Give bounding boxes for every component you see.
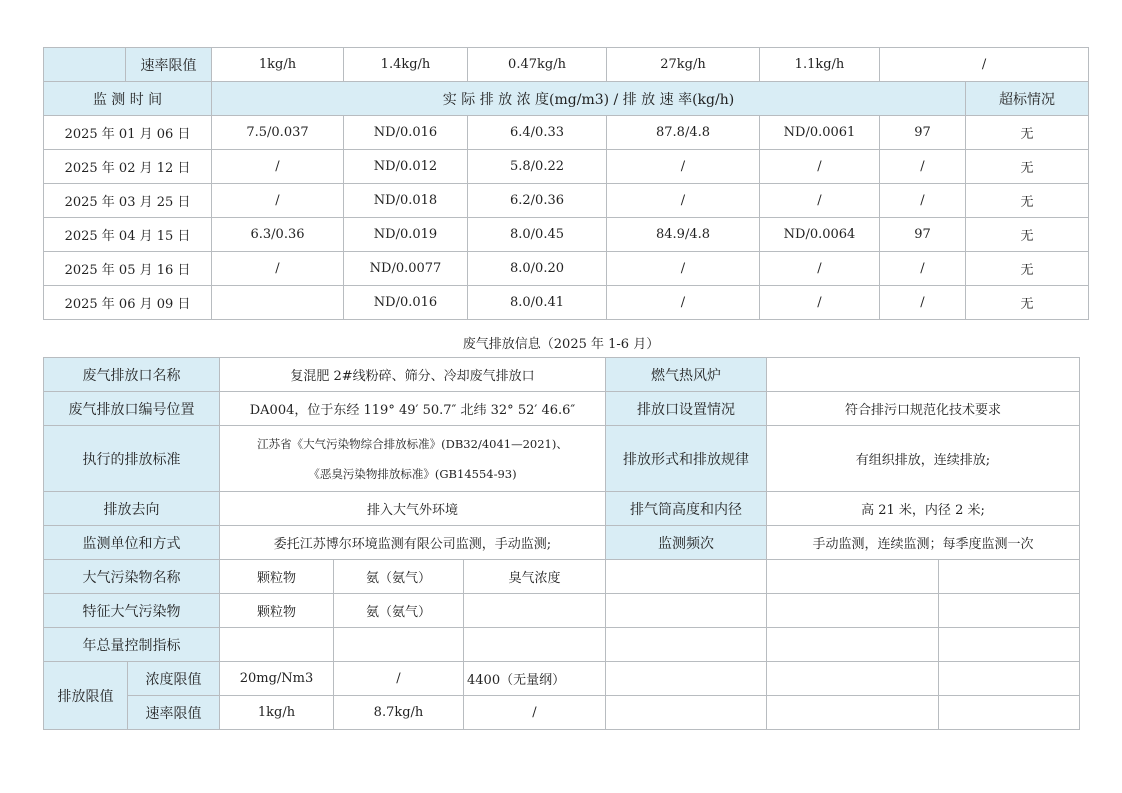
destination-value: 排入大气外环境 [220,492,606,526]
feature-row [44,594,1080,628]
conc-limit-cell: 4400（无量纲） [464,662,606,696]
blank-header-cell [44,48,126,82]
value-cell: 97 [880,116,966,150]
value-cell: ND/0.0077 [344,252,468,286]
outlet-name-extra: 燃气热风炉 [606,358,767,392]
outlet-name-row [44,358,1080,392]
conc-limit-cell: 20mg/Nm3 [220,662,334,696]
value-cell: / [212,184,344,218]
value-cell: / [212,252,344,286]
value-cell: / [880,150,966,184]
total-control-label: 年总量控制指标 [44,628,220,662]
value-cell [212,286,344,320]
table-row [44,252,1089,286]
monitor-unit-row [44,526,1080,560]
empty-cell [939,696,1080,730]
empty-cell [767,560,939,594]
value-cell: ND/0.012 [344,150,468,184]
value-cell: 87.8/4.8 [607,116,760,150]
rate-limit-cell: 1.4kg/h [344,48,468,82]
value-cell: ND/0.019 [344,218,468,252]
standard-line-1: 江苏省《大气污染物综合排放标准》(DB32/4041—2021)、 [257,436,568,451]
empty-cell [220,628,334,662]
empty-cell [606,628,767,662]
outlet-code-value: DA004，位于东经 119° 49′ 50.7″ 北纬 32° 52′ 46.6″ [220,392,606,426]
exceed-cell: 无 [966,286,1089,320]
outlet-name-label: 废气排放口名称 [44,358,220,392]
standard-line-2: 《恶臭污染物排放标准》(GB14554-93) [308,466,517,481]
emission-form-label: 排放形式和排放规律 [606,426,767,492]
standard-label: 执行的排放标准 [44,426,220,492]
value-cell: / [607,286,760,320]
value-cell: / [760,150,880,184]
empty-cell [767,662,939,696]
date-cell: 2025 年 01 月 06 日 [44,116,212,150]
actual-emission-header: 实 际 排 放 浓 度(mg/m3) / 排 放 速 率(kg/h) [212,82,966,116]
empty-cell [767,696,939,730]
date-cell: 2025 年 05 月 16 日 [44,252,212,286]
value-cell: / [760,286,880,320]
outlet-code-label: 废气排放口编号位置 [44,392,220,426]
empty-cell [606,696,767,730]
monitor-time-header: 监 测 时 间 [44,82,212,116]
standard-row [44,426,1080,492]
value-cell: 8.0/0.45 [468,218,607,252]
value-cell: 7.5/0.037 [212,116,344,150]
monitor-unit-label: 监测单位和方式 [44,526,220,560]
empty-cell [464,628,606,662]
pollutant-cell: 氨（氨气） [334,560,464,594]
limit-label: 排放限值 [44,662,128,730]
table-row [44,150,1089,184]
empty-cell [334,628,464,662]
outlet-setting-label: 排放口设置情况 [606,392,767,426]
emission-form-value: 有组织排放，连续排放; [767,426,1080,492]
value-cell: / [760,252,880,286]
empty-cell [939,594,1080,628]
rate-limit-cell: 8.7kg/h [334,696,464,730]
conc-limit-label: 浓度限值 [128,662,220,696]
empty-cell [606,662,767,696]
rate-limit-cell: / [464,696,606,730]
empty-cell [464,594,606,628]
date-cell: 2025 年 06 月 09 日 [44,286,212,320]
empty-cell [939,628,1080,662]
exceed-header: 超标情况 [966,82,1089,116]
empty-cell [606,594,767,628]
table-caption: 废气排放信息（2025 年 1-6 月） [462,337,660,352]
value-cell: 97 [880,218,966,252]
outlet-name-value: 复混肥 2#线粉碎、筛分、冷却废气排放口 [220,358,606,392]
value-cell: / [212,150,344,184]
feature-label: 特征大气污染物 [44,594,220,628]
exceed-cell: 无 [966,252,1089,286]
pollutant-row [44,560,1080,594]
total-control-row [44,628,1080,662]
pollutant-cell: 颗粒物 [220,560,334,594]
value-cell: ND/0.0061 [760,116,880,150]
value-cell: / [607,252,760,286]
pollutant-label: 大气污染物名称 [44,560,220,594]
feature-cell: 颗粒物 [220,594,334,628]
monitor-unit-value: 委托江苏博尔环境监测有限公司监测，手动监测; [220,526,606,560]
rate-limit-cell: 1kg/h [212,48,344,82]
stack-label: 排气筒高度和内径 [606,492,767,526]
rate-limit-cell: 0.47kg/h [468,48,607,82]
value-cell: 8.0/0.20 [468,252,607,286]
feature-cell: 氨（氨气） [334,594,464,628]
destination-row [44,492,1080,526]
rate-limit-label: 速率限值 [126,48,212,82]
stack-value: 高 21 米，内径 2 米; [767,492,1080,526]
value-cell: / [880,184,966,218]
rate-limit-row [44,48,1089,82]
exceed-cell: 无 [966,184,1089,218]
value-cell: 5.8/0.22 [468,150,607,184]
empty-cell [606,560,767,594]
table-row [44,116,1089,150]
value-cell: 8.0/0.41 [468,286,607,320]
value-cell: / [607,184,760,218]
conc-limit-row [44,662,1080,696]
destination-label: 排放去向 [44,492,220,526]
rate-limit-cell: 27kg/h [607,48,760,82]
exceed-cell: 无 [966,150,1089,184]
pollutant-cell: 臭气浓度 [464,560,606,594]
empty-cell [767,594,939,628]
value-cell: ND/0.016 [344,116,468,150]
frequency-value: 手动监测，连续监测；每季度监测一次 [767,526,1080,560]
emission-info-table [43,357,1080,730]
value-cell: 6.4/0.33 [468,116,607,150]
rate-limit-cell: / [880,48,1089,82]
header-row [44,82,1089,116]
rate-limit-cell: 1.1kg/h [760,48,880,82]
exceed-cell: 无 [966,116,1089,150]
table-row [44,286,1089,320]
frequency-label: 监测频次 [606,526,767,560]
date-cell: 2025 年 03 月 25 日 [44,184,212,218]
outlet-name-extra-value [767,358,1080,392]
monitoring-results-table [43,47,1089,320]
value-cell: 84.9/4.8 [607,218,760,252]
rate-limit-cell: 1kg/h [220,696,334,730]
empty-cell [939,662,1080,696]
exceed-cell: 无 [966,218,1089,252]
rate-limit-row [44,696,1080,730]
standard-value [220,426,606,492]
empty-cell [767,628,939,662]
date-cell: 2025 年 04 月 15 日 [44,218,212,252]
value-cell: ND/0.018 [344,184,468,218]
outlet-code-row [44,392,1080,426]
outlet-setting-value: 符合排污口规范化技术要求 [767,392,1080,426]
table-row [44,184,1089,218]
value-cell: / [880,286,966,320]
conc-limit-cell: / [334,662,464,696]
value-cell: ND/0.016 [344,286,468,320]
value-cell: 6.2/0.36 [468,184,607,218]
rate-limit-label: 速率限值 [128,696,220,730]
table-row [44,218,1089,252]
value-cell: / [607,150,760,184]
value-cell: / [880,252,966,286]
value-cell: ND/0.0064 [760,218,880,252]
date-cell: 2025 年 02 月 12 日 [44,150,212,184]
value-cell: 6.3/0.36 [212,218,344,252]
empty-cell [939,560,1080,594]
value-cell: / [760,184,880,218]
